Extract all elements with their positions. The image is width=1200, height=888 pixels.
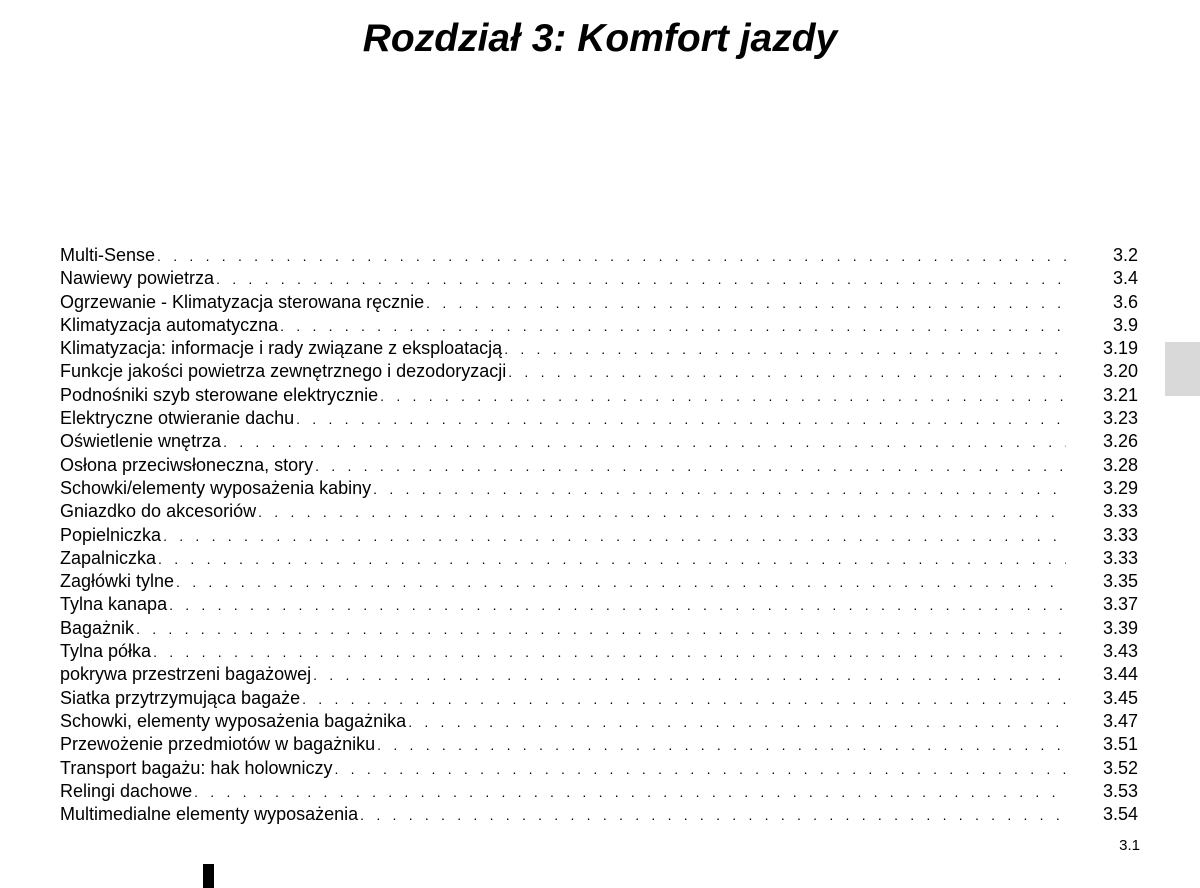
toc-entry-page: 3.52: [1102, 757, 1138, 778]
toc-entry-label: Zagłówki tylne: [60, 571, 175, 592]
toc-entry[interactable]: [60, 733, 1138, 756]
toc-entry[interactable]: [60, 570, 1138, 593]
toc-entry-label: Osłona przeciwsłoneczna, story: [60, 454, 314, 475]
toc-entry[interactable]: [60, 430, 1138, 453]
toc-entry-label: Multi-Sense: [60, 245, 156, 265]
toc-leader-dots: [380, 385, 1066, 408]
chapter-side-tab: [1165, 342, 1200, 396]
toc-entry-label: Popielniczka: [60, 524, 162, 545]
toc-entry-label: Transport bagażu: hak holowniczy: [60, 757, 333, 778]
toc-entry-page: 3.20: [1102, 361, 1138, 382]
crop-mark: [203, 864, 214, 888]
toc-entry[interactable]: [60, 593, 1138, 616]
toc-entry[interactable]: [60, 803, 1138, 826]
toc-leader-dots: [377, 734, 1066, 757]
toc-entry-label: Zapalniczka: [60, 547, 157, 568]
toc-entry-label: pokrywa przestrzeni bagażowej: [60, 664, 312, 685]
toc-entry-page: 3.9: [1112, 314, 1138, 335]
toc-entry-page: 3.21: [1102, 384, 1138, 405]
page-number: 3.1: [1119, 837, 1140, 854]
toc-entry-page: 3.43: [1102, 641, 1138, 662]
toc-entry[interactable]: [60, 757, 1138, 780]
toc-leader-dots: [504, 338, 1066, 361]
toc-leader-dots: [313, 664, 1066, 687]
toc-leader-dots: [136, 618, 1066, 641]
toc-entry-page: 3.45: [1102, 687, 1138, 708]
toc-leader-dots: [280, 315, 1066, 338]
toc-entry-label: Nawiewy powietrza: [60, 268, 215, 289]
toc-leader-dots: [163, 525, 1066, 548]
toc-entry-label: Podnośniki szyb sterowane elektrycznie: [60, 384, 379, 405]
toc-entry-label: Schowki, elementy wyposażenia bagażnika: [60, 710, 407, 731]
toc-entry-page: 3.28: [1102, 454, 1138, 475]
toc-entry-label: Gniazdko do akcesoriów: [60, 501, 257, 522]
toc-entry[interactable]: [60, 337, 1138, 360]
toc-leader-dots: [296, 408, 1066, 431]
toc-entry-label: Przewożenie przedmiotów w bagażniku: [60, 734, 376, 755]
toc-entry[interactable]: [60, 547, 1138, 570]
toc-entry-page: 3.19: [1102, 338, 1138, 359]
toc-leader-dots: [408, 711, 1066, 734]
toc-entry-label: Tylna półka: [60, 641, 152, 662]
toc-entry[interactable]: [60, 524, 1138, 547]
toc-entry[interactable]: [60, 617, 1138, 640]
toc-entry-label: Multimedialne elementy wyposażenia: [60, 804, 359, 825]
toc-entry-page: 3.6: [1112, 291, 1138, 312]
toc-entry-label: Elektryczne otwieranie dachu: [60, 408, 295, 429]
toc-entry-page: 3.4: [1112, 268, 1138, 289]
toc-entry-label: Bagażnik: [60, 617, 135, 638]
toc-entry-page: 3.35: [1102, 571, 1138, 592]
toc-entry-page: 3.44: [1102, 664, 1138, 685]
toc-leader-dots: [169, 594, 1066, 617]
toc-entry[interactable]: [60, 780, 1138, 803]
table-of-contents: [60, 244, 1138, 826]
toc-leader-dots: [176, 571, 1066, 594]
toc-entry-page: 3.39: [1102, 617, 1138, 638]
toc-entry[interactable]: [60, 384, 1138, 407]
toc-entry-label: Siatka przytrzymująca bagaże: [60, 687, 301, 708]
toc-entry-page: 3.54: [1102, 804, 1138, 825]
toc-leader-dots: [223, 431, 1066, 454]
toc-leader-dots: [216, 268, 1066, 291]
toc-entry-page: 3.26: [1102, 431, 1138, 452]
toc-entry[interactable]: [60, 267, 1138, 290]
toc-entry-page: 3.47: [1102, 710, 1138, 731]
toc-leader-dots: [373, 478, 1066, 501]
toc-entry-page: 3.53: [1102, 780, 1138, 801]
toc-entry-page: 3.23: [1102, 408, 1138, 429]
toc-entry-page: 3.29: [1102, 477, 1138, 498]
toc-entry[interactable]: [60, 500, 1138, 523]
toc-leader-dots: [360, 804, 1066, 827]
toc-entry[interactable]: [60, 687, 1138, 710]
toc-entry-label: Relingi dachowe: [60, 780, 193, 801]
toc-entry-page: 3.33: [1102, 547, 1138, 568]
toc-leader-dots: [153, 641, 1066, 664]
toc-entry-page: 3.37: [1102, 594, 1138, 615]
toc-entry[interactable]: [60, 640, 1138, 663]
page-title: Rozdział 3: Komfort jazdy: [362, 17, 838, 60]
toc-entry-label: Schowki/elementy wyposażenia kabiny: [60, 477, 372, 498]
toc-entry-label: Tylna kanapa: [60, 594, 168, 615]
toc-leader-dots: [194, 781, 1066, 804]
toc-entry[interactable]: [60, 360, 1138, 383]
toc-entry[interactable]: [60, 407, 1138, 430]
toc-leader-dots: [315, 455, 1066, 478]
toc-leader-dots: [158, 548, 1066, 571]
toc-leader-dots: [258, 501, 1066, 524]
toc-entry-label: Ogrzewanie - Klimatyzacja sterowana ręcznie: [60, 291, 425, 312]
toc-leader-dots: [508, 361, 1066, 384]
toc-leader-dots: [334, 758, 1066, 781]
toc-entry-label: Klimatyzacja: informacje i rady związane z eksploatacją: [60, 338, 503, 359]
toc-leader-dots: [426, 292, 1066, 315]
toc-entry-page: 3.33: [1102, 524, 1138, 545]
toc-leader-dots: [302, 688, 1066, 711]
toc-leader-dots: [157, 245, 1066, 268]
toc-entry[interactable]: [60, 477, 1138, 500]
toc-entry[interactable]: [60, 291, 1138, 314]
toc-entry-page: 3.33: [1102, 501, 1138, 522]
toc-entry[interactable]: [60, 314, 1138, 337]
toc-entry[interactable]: [60, 663, 1138, 686]
toc-entry[interactable]: [60, 710, 1138, 733]
toc-entry-page: 3.2: [1112, 245, 1138, 265]
toc-entry-label: Funkcje jakości powietrza zewnętrznego i dezodoryzacji: [60, 361, 507, 382]
toc-entry-page: 3.51: [1102, 734, 1138, 755]
toc-entry[interactable]: [60, 244, 1138, 267]
toc-entry[interactable]: [60, 454, 1138, 477]
toc-entry-label: Oświetlenie wnętrza: [60, 431, 222, 452]
toc-entry-label: Klimatyzacja automatyczna: [60, 314, 279, 335]
